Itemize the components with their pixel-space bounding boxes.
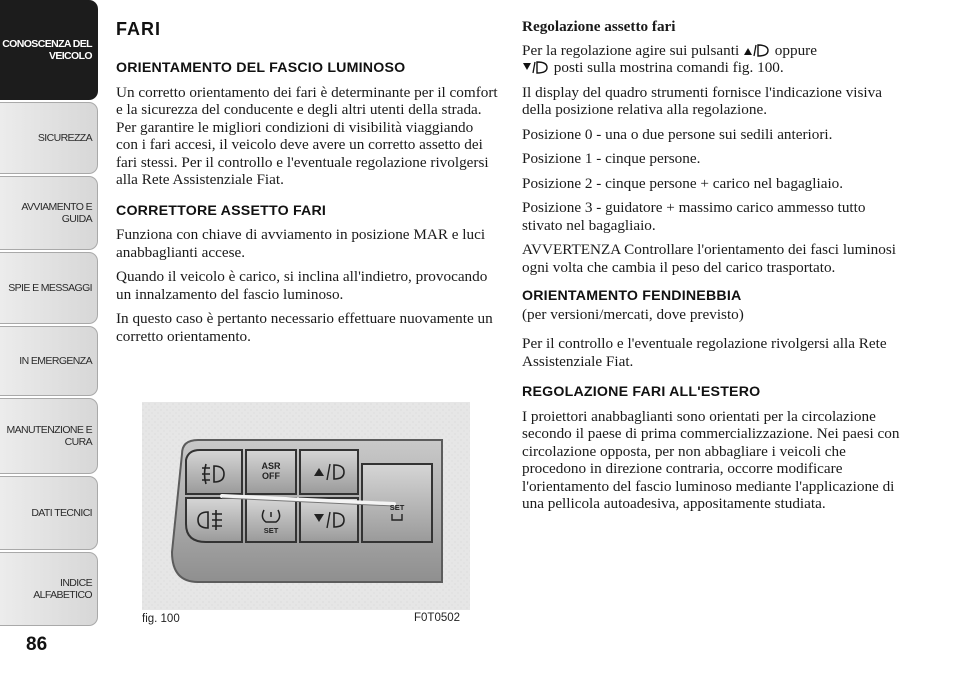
control-panel-figure bbox=[142, 402, 470, 610]
page-number: 86 bbox=[26, 634, 48, 655]
figure-caption: fig. 100 bbox=[142, 613, 180, 625]
paragraph-posizione-2: Posizione 2 - cinque persone + carico nel bagagliaio. bbox=[522, 174, 844, 192]
regolazione-text-a: Per la regolazione agire sui pulsanti bbox=[522, 41, 740, 59]
fendinebbia-subtitle: (per versioni/mercati, dove previsto) bbox=[522, 305, 744, 323]
tab-label: AVVIAMENTO E GUIDA bbox=[21, 201, 92, 225]
tab-label: IN EMERGENZA bbox=[19, 355, 92, 367]
asr-label-line1: ASR bbox=[261, 461, 281, 471]
section-heading-orientamento: ORIENTAMENTO DEL FASCIO LUMINOSO bbox=[116, 60, 406, 76]
asr-label-line2: OFF bbox=[262, 471, 280, 481]
paragraph-posizione-1: Posizione 1 - cinque persone. bbox=[522, 150, 701, 167]
paragraph-posizione-3: Posizione 3 - guidatore + massimo carico ammesso tutto stivato nel bagagliaio. bbox=[522, 199, 866, 234]
tab-spie-e-messaggi[interactable] bbox=[0, 252, 98, 324]
heading-regolazione: Regolazione assetto fari bbox=[522, 18, 676, 35]
regolazione-text-b: oppure bbox=[774, 41, 817, 59]
tab-in-emergenza[interactable] bbox=[0, 326, 98, 396]
tab-label: SPIE E MESSAGGI bbox=[8, 282, 92, 294]
tab-indice-alfabetico[interactable] bbox=[0, 552, 98, 626]
paragraph-regolazione bbox=[522, 42, 902, 77]
tab-avviamento-e-guida[interactable] bbox=[0, 176, 98, 250]
paragraph-correttore-3: In questo caso è pertanto necessario effettuare nuovamente un corretto orientamento. bbox=[116, 310, 493, 345]
tab-dati-tecnici[interactable] bbox=[0, 476, 98, 550]
tab-label: MANUTENZIONE E CURA bbox=[6, 424, 92, 448]
figure-code: F0T0502 bbox=[414, 612, 461, 624]
tab-label: DATI TECNICI bbox=[31, 507, 92, 519]
paragraph-estero: I proiettori anabbaglianti sono orientati per la circolazione secondo il paese di prima commercializzazione. Nei paesi con circolazione opposta, per non abbagliare i veicoli che procedono in direzione contraria, occorre modificare l'orientamento del fascio luminoso mediante l'applicazione di una pellicola autoadesiva, appositamente studiata. bbox=[522, 407, 900, 512]
paragraph-orientamento: Un corretto orientamento dei fari è determinante per il comfort e la sicurezza del conducente e degli altri utenti della strada. Per garantire le migliori condizioni di visibilità viaggiando con i fari accesi, il veicolo deve avere un corretto assetto dei fari stessi. Per il controllo e l'eventuale regolazione rivolgersi alla Rete Assistenziale Fiat. bbox=[116, 83, 498, 188]
paragraph-correttore-2: Quando il veicolo è carico, si inclina all'indietro, provocando un innalzamento del fascio luminoso. bbox=[116, 268, 488, 303]
tab-label: SICUREZZA bbox=[37, 132, 92, 144]
tab-manutenzione-e-cura[interactable] bbox=[0, 398, 98, 474]
paragraph-fendinebbia: Per il controllo e l'eventuale regolazione rivolgersi alla Rete Assistenziale Fiat. bbox=[522, 335, 887, 370]
headlight-up-inline-icon bbox=[743, 42, 771, 58]
tab-conoscenza-del-veicolo[interactable] bbox=[0, 0, 98, 100]
tpms-set-label: SET bbox=[263, 526, 279, 535]
paragraph-posizione-0: Posizione 0 - una o due persone sui sedili anteriori. bbox=[522, 125, 833, 143]
section-heading-correttore: CORRETTORE ASSETTO FARI bbox=[116, 202, 327, 219]
right-column bbox=[522, 18, 902, 520]
regolazione-text-c: posti sulla mostrina comandi fig. 100. bbox=[553, 59, 784, 76]
paragraph-display: Il display del quadro strumenti fornisce l'indicazione visiva della posizione relativa alla regolazione. bbox=[522, 83, 882, 118]
set-label: SET bbox=[389, 503, 405, 512]
headlight-down-inline-icon bbox=[522, 59, 550, 75]
tpms-set-button[interactable] bbox=[246, 498, 296, 542]
section-heading-estero: REGOLAZIONE FARI ALL'ESTERO bbox=[522, 384, 761, 400]
chapter-tabs bbox=[0, 0, 100, 678]
control-panel-illustration bbox=[142, 402, 470, 610]
paragraph-avvertenza: AVVERTENZA Controllare l'orientamento dei fasci luminosi ogni volta che cambia il peso del carico trasportato. bbox=[522, 241, 896, 276]
left-column bbox=[116, 60, 498, 352]
tab-label: CONOSCENZA DEL VEICOLO bbox=[2, 38, 92, 62]
section-heading-fendinebbia: ORIENTAMENTO FENDINEBBIA bbox=[522, 288, 742, 304]
tab-sicurezza[interactable] bbox=[0, 102, 98, 174]
paragraph-correttore-1: Funziona con chiave di avviamento in posizione MAR e luci anabbaglianti accese. bbox=[116, 226, 486, 261]
page-title: FARI bbox=[116, 19, 162, 39]
tab-label: INDICE ALFABETICO bbox=[33, 577, 92, 601]
